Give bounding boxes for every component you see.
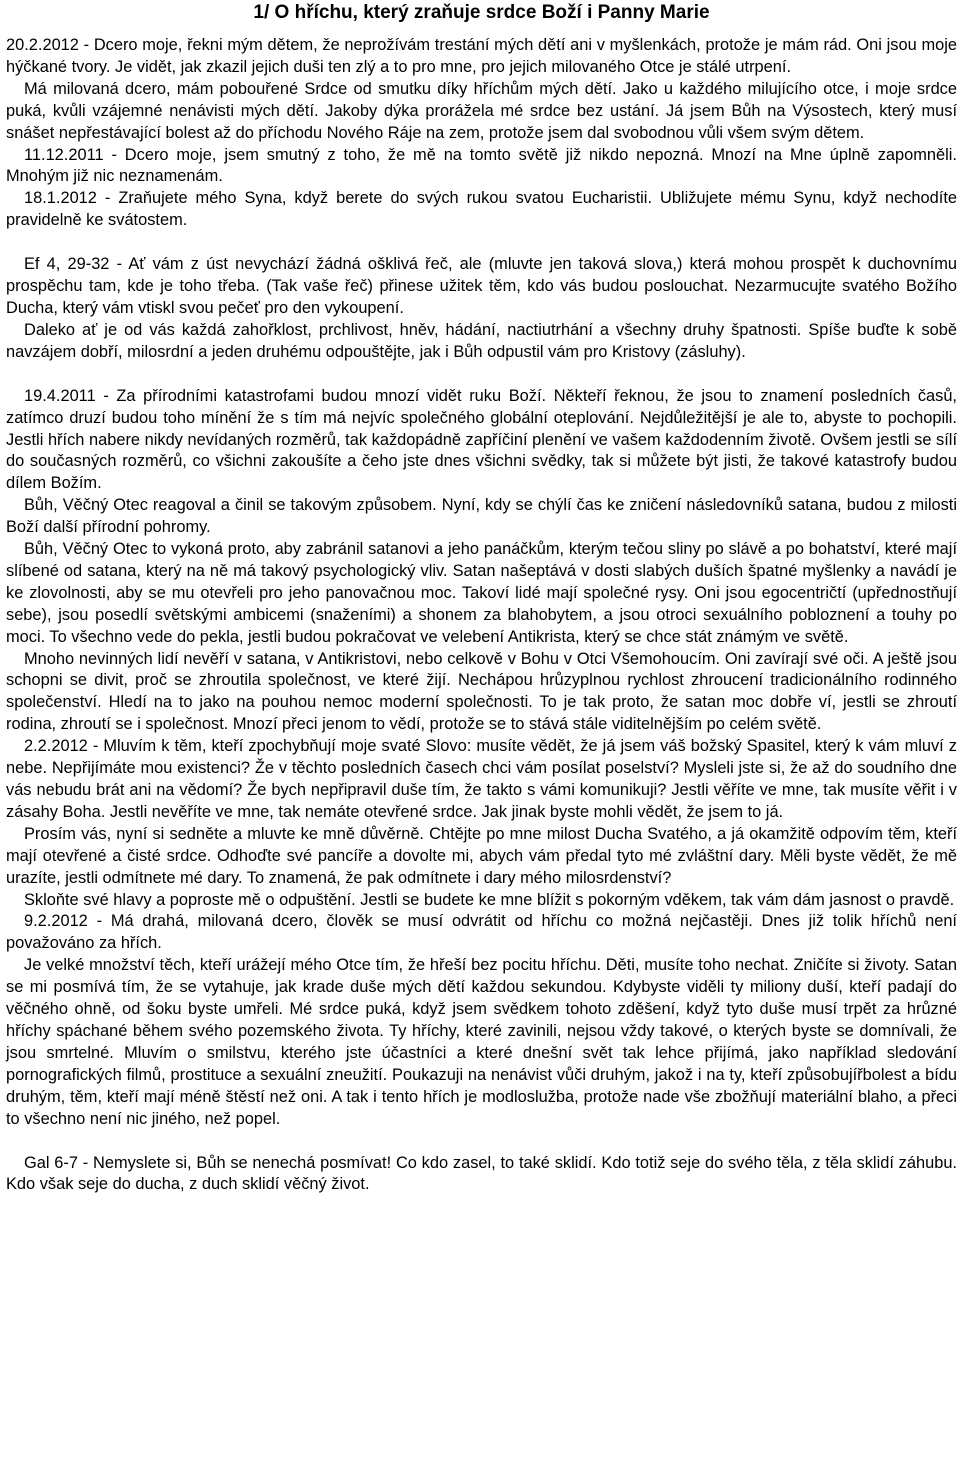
paragraph: 18.1.2012 - Zraňujete mého Syna, když berete do svých rukou svatou Eucharistii. Ubližujete mému Synu, když nechodíte pravidelně ke svátostem. — [6, 189, 957, 230]
paragraph: 2.2.2012 - Mluvím k těm, kteří zpochybňují moje svaté Slovo: musíte vědět, že já jsem váš božský Spasitel, který k vám mluví z nebe. Nepřijímáte mou existenci? Že v těchto posledních časech chci vám posílat poselství? Mysleli jste si, že až do soudního dne vás nebudu brát ani na vědomí? Že bych nepřipravil duše tím, že takto s vámi komunikuji? Jestli věříte ve mne, tak musíte věřit i v zásahy Boha. Jestli nevěříte ve mne, tak nemáte otevřené srdce. Jak jinak byste mohli vědět, že jsem to já. — [6, 737, 957, 821]
paragraph: 9.2.2012 - Má drahá, milovaná dcero, člověk se musí odvrátit od hříchu co možná nejčastěji. Dnes již tolik hříchů není považováno za hřích. — [6, 912, 957, 953]
paragraph: 11.12.2011 - Dcero moje, jsem smutný z toho, že mě na tomto světě již nikdo nepozná. Mnozí na Mne úplně zapomněli. Mnohým již nic neznamenám. — [6, 145, 957, 186]
paragraph: 19.4.2011 - Za přírodními katastrofami budou mnozí vidět ruku Boží. Někteří řeknou, že jsou to znamení posledních časů, zatímco druzí budou toho mínění že s tím má nejvíc společného globální oteplování. Nejdůležitější je ale to, abyste to pochopili. Jestli hřích nabere nikdy nevídaných rozměrů, tak každopádně zapříčiní plenění ve vašem každodenním životě. Ovšem jestli se sílí do současných rozměrů, co všichni zakoušíte a čeho jste dnes všichni svědky, tak si můžete být jisti, že takové katastrofy budou dílem Božím. — [6, 386, 957, 493]
paragraph-scripture: Gal 6-7 - Nemyslete si, Bůh se nenechá posmívat! Co kdo zasel, to také sklidí. Kdo totiž seje do svého těla, z těla sklidí záhubu. Kdo však seje do ducha, z duch sklidí věčný život. — [6, 1153, 957, 1194]
document-page — [6, 0, 957, 1196]
paragraph: Mnoho nevinných lidí nevěří v satana, v Antikristovi, nebo celkově v Bohu v Otci Všemohoucím. Oni zavírají své oči. A ještě jsou schopni se divit, proč se zhroutila společnost, ve které žijí. Nechápou hrůzyplnou rychlost zhroucení tradicionálního rodinného společenství. Hledí na to jako na pouhou nemoc moderní společnosti. To je tak proto, že satan moc dobře ví, jestli se zhroutí rodina, zhroutí se i společnost. Mnozí přeci jenom to vědí, protože se to stává stále viditelnějším po celém světě. — [6, 649, 957, 734]
document-title: 1/ O hříchu, který zraňuje srdce Boží i Panny Marie — [253, 2, 710, 23]
paragraph: Prosím vás, nyní si sedněte a mluvte ke mně důvěrně. Chtějte po mne milost Ducha Svatého, a já okamžitě odpovím těm, kteří mají otevřené a čisté srdce. Odhoďte své pancíře a dovolte mi, abych vám předal tyto mé zvláštní dary. Měli byste vědět, že mě urazíte, jestli odmítnete mé dary. To znamená, že pak odmítnete i dary mého milosrdenství? — [6, 824, 957, 887]
paragraph: Skloňte své hlavy a poproste mě o odpuštění. Jestli se budete ke mne blížit s pokorným vděkem, tak vám dám jasnost o pravdě. — [24, 890, 955, 909]
paragraph: Daleko ať je od vás každá zahořklost, prchlivost, hněv, hádání, nactiutrhání a všechny druhy špatnosti. Spíše buďte k sobě navzájem dobří, milosrdní a jeden druhému odpouštějte, jak i Bůh odpustil vám pro Kristovy (zásluhy). — [6, 320, 957, 361]
paragraph: Bůh, Věčný Otec to vykoná proto, aby zabránil satanovi a jeho panáčkům, kterým tečou sliny po slávě a po bohatství, které mají slíbené od satana, který na ně má takový psychologický vliv. Satan našeptává v dosti slabých duších špatné myšlenky a navádí je ke zlovolnosti, aby se mu otevřeli pro jeho panovačnou moc. Takoví lidé mají společné rysy. Oni jsou egocentričtí (upřednostňují sebe), jsou posedlí světskými ambicemi (snaženími) a shonem za blahobytem, a jsou otroci sexuálního pobloznení a touhy po moci. To všechno vede do pekla, jestli budou pokračovat ve velebení Antikrista, který se chce stát známým ve světě. — [6, 540, 957, 646]
paragraph: 20.2.2012 - Dcero moje, řekni mým dětem, že neprožívám trestání mých dětí ani v myšlenkách, protože je mám rád. Oni jsou moje hýčkané tvory. Je vidět, jak zkazil jejich duši ten zlý a to pro mne, pro jejich milovaného Otce je stálé utrpení. — [6, 36, 957, 76]
paragraph: Je velké množství těch, kteří urážejí mého Otce tím, že hřeší bez pocitu hříchu. Děti, musíte toho nechat. Zničíte si životy. Satan se mi posmívá tím, že se vytahuje, jak krade duše mých dětí každou sekundou. Kdybyste viděli ty miliony duší, kteří padají do věčného ohně, od šoku byste umřeli. Mé srdce puká, když jsem svědkem tohoto zděšení, když tyto duše musí trpět za hrůzné hříchy spáchané během svého pozemského života. Ty hříchy, které zavinili, nejsou vždy takové, o kterých byste se domnívali, že jsou smrtelné. Mluvím o smilstvu, kterého jste účastníci a které dnešní svět tak lehce přijímá, jako například sledování pornografických filmů, prostituce a sexuální zneužití. Poukazuji na nenávist vůči druhým, jakož i na ty, kteří způsobujířbolest a bídu druhým, těm, kteří mají méně štěstí než oni. A tak i tento hřích je modloslužba, protože nade vše zbožňují materiální blaho, a přeci to všechno není nic jiného, než popel. — [6, 956, 957, 1128]
paragraph: Bůh, Věčný Otec reagoval a činil se takovým způsobem. Nyní, kdy se chýlí čas ke zničení následovníků satana, budou z milosti Boží další přírodní pohromy. — [6, 496, 957, 537]
paragraph-scripture: Ef 4, 29-32 - Ať vám z úst nevychází žádná ošklivá řeč, ale (mluvte jen taková slova,) která mohou prospět k duchovnímu prospěchu tam, kde je toho třeba. (Tak vaše řeč) přinese užitek těm, kdo vás budou poslouchat. Nezarmucujte svatého Božího Ducha, který vám vtiskl svou pečeť pro den vykoupení. — [6, 255, 957, 317]
paragraph: Má milovaná dcero, mám pobouřené Srdce od smutku díky hříchům mých dětí. Jako u každého milujícího otce, i moje srdce puká, kvůli vzájemné nenávisti mých dětí. Jakoby dýka prorážela mé srdce bez ustání. Já jsem Bůh na Výsostech, který musí snášet nepřestávající bolest až do příchodu Nového Ráje na zem, protože jsem dal svobodnou vůli všem svým dětem. — [6, 79, 957, 142]
